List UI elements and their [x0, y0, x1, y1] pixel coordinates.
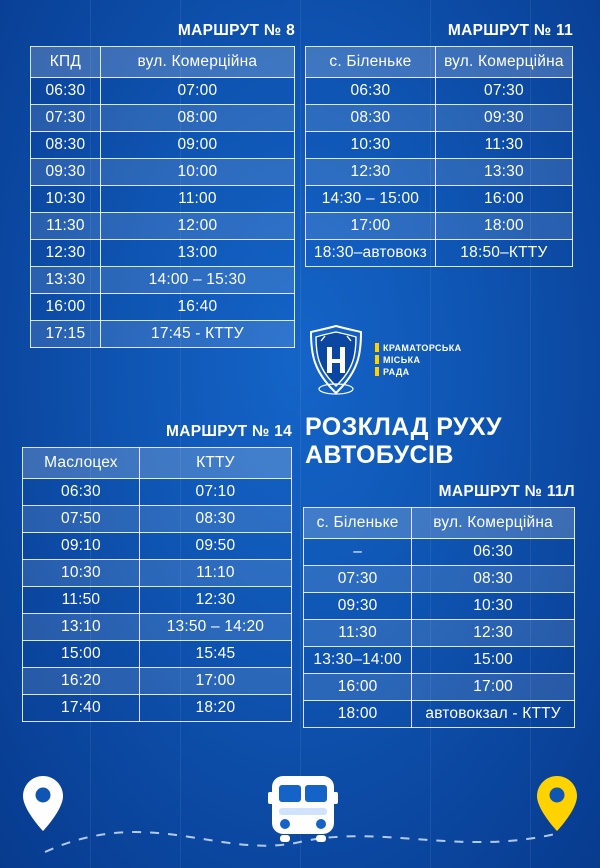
column-header: Маслоцех — [23, 448, 140, 479]
schedule-table-route-11 — [305, 46, 573, 267]
page-title — [305, 413, 577, 469]
page-title-line-1: РОЗКЛАД РУХУ — [305, 413, 502, 441]
time-cell: 18:30–автовокз — [306, 240, 436, 267]
time-cell: 16:20 — [23, 668, 140, 695]
time-cell: 15:45 — [139, 641, 291, 668]
bus-icon — [262, 772, 344, 850]
time-cell: 12:30 — [31, 240, 101, 267]
time-cell: 08:30 — [139, 506, 291, 533]
time-cell: 18:00 — [304, 701, 412, 728]
route-block-8 — [30, 22, 295, 348]
time-cell: 16:00 — [31, 294, 101, 321]
time-cell: 07:00 — [100, 78, 294, 105]
map-pin-icon-left — [20, 774, 66, 834]
time-cell: 08:30 — [306, 105, 436, 132]
table-row — [23, 560, 292, 587]
schedule-table-route-14 — [22, 447, 292, 722]
time-cell: 12:30 — [139, 587, 291, 614]
time-cell: 09:30 — [435, 105, 572, 132]
table-row — [304, 593, 575, 620]
time-cell: 10:30 — [23, 560, 140, 587]
time-cell: 17:45 - КТТУ — [100, 321, 294, 348]
table-row — [304, 620, 575, 647]
time-cell: 11:10 — [139, 560, 291, 587]
time-cell: 13:10 — [23, 614, 140, 641]
time-cell: 12:30 — [306, 159, 436, 186]
time-cell: 07:30 — [31, 105, 101, 132]
time-cell: 09:50 — [139, 533, 291, 560]
time-cell: 07:30 — [435, 78, 572, 105]
time-cell: 08:30 — [412, 566, 575, 593]
time-cell: 08:00 — [100, 105, 294, 132]
time-cell: 12:30 — [412, 620, 575, 647]
table-row — [31, 213, 295, 240]
coat-of-arms-icon — [305, 323, 367, 397]
time-cell: 13:30 — [31, 267, 101, 294]
time-cell: 10:00 — [100, 159, 294, 186]
emblem-caption — [375, 342, 462, 378]
table-row — [31, 105, 295, 132]
table-row — [304, 701, 575, 728]
column-header: вул. Комерційна — [412, 508, 575, 539]
table-row — [306, 132, 573, 159]
time-cell: 16:00 — [304, 674, 412, 701]
time-cell: 09:30 — [304, 593, 412, 620]
time-cell: 06:30 — [306, 78, 436, 105]
time-cell: автовокзал - КТТУ — [412, 701, 575, 728]
time-cell: 11:00 — [100, 186, 294, 213]
time-cell: 17:15 — [31, 321, 101, 348]
table-row — [23, 695, 292, 722]
time-cell: 10:30 — [412, 593, 575, 620]
table-row — [306, 213, 573, 240]
table-row — [31, 78, 295, 105]
table-row — [31, 186, 295, 213]
time-cell: 09:10 — [23, 533, 140, 560]
column-header: вул. Комерційна — [100, 47, 294, 78]
route-title: МАРШРУТ № 11 — [447, 22, 573, 39]
table-row — [31, 132, 295, 159]
column-header: КТТУ — [139, 448, 291, 479]
table-row — [304, 674, 575, 701]
table-row — [306, 105, 573, 132]
time-cell: 09:00 — [100, 132, 294, 159]
column-header: с. Біленьке — [304, 508, 412, 539]
table-row — [23, 668, 292, 695]
time-cell: 11:30 — [31, 213, 101, 240]
time-cell: 08:30 — [31, 132, 101, 159]
table-row — [23, 641, 292, 668]
table-row — [304, 539, 575, 566]
table-row — [306, 159, 573, 186]
table-row — [306, 78, 573, 105]
table-row — [23, 479, 292, 506]
time-cell: 06:30 — [412, 539, 575, 566]
time-cell: 18:00 — [435, 213, 572, 240]
table-row — [23, 533, 292, 560]
route-title: МАРШРУТ № 14 — [166, 423, 292, 440]
emblem-line-2: МІСЬКА — [383, 354, 421, 365]
table-row — [23, 587, 292, 614]
column-header: вул. Комерційна — [435, 47, 572, 78]
time-cell: 15:00 — [23, 641, 140, 668]
time-cell: 13:30 — [435, 159, 572, 186]
time-cell: 17:00 — [139, 668, 291, 695]
time-cell: 16:00 — [435, 186, 572, 213]
map-pin-icon-right — [534, 774, 580, 834]
time-cell: 07:50 — [23, 506, 140, 533]
time-cell: 11:30 — [435, 132, 572, 159]
time-cell: 16:40 — [100, 294, 294, 321]
time-cell: 13:50 – 14:20 — [139, 614, 291, 641]
schedule-table-route-11l — [303, 507, 575, 728]
table-row — [31, 159, 295, 186]
time-cell: 17:40 — [23, 695, 140, 722]
table-row — [306, 186, 573, 213]
time-cell: 10:30 — [306, 132, 436, 159]
bottom-illustration — [0, 770, 600, 868]
time-cell: 07:30 — [304, 566, 412, 593]
table-row — [306, 240, 573, 267]
table-row — [304, 647, 575, 674]
time-cell: 11:50 — [23, 587, 140, 614]
time-cell: 13:00 — [100, 240, 294, 267]
table-row — [31, 267, 295, 294]
time-cell: 09:30 — [31, 159, 101, 186]
table-row — [31, 321, 295, 348]
time-cell: 06:30 — [31, 78, 101, 105]
column-header: КПД — [31, 47, 101, 78]
route-block-11 — [305, 22, 573, 267]
time-cell: 17:00 — [306, 213, 436, 240]
time-cell: 13:30–14:00 — [304, 647, 412, 674]
page-title-line-2: АВТОБУСІВ — [305, 441, 454, 469]
time-cell: 18:50–КТТУ — [435, 240, 572, 267]
time-cell: 18:20 — [139, 695, 291, 722]
column-header: с. Біленьке — [306, 47, 436, 78]
table-row — [304, 566, 575, 593]
route-block-14 — [22, 423, 292, 722]
table-row — [31, 240, 295, 267]
table-row — [23, 506, 292, 533]
time-cell: 11:30 — [304, 620, 412, 647]
route-title: МАРШРУТ № 8 — [177, 22, 295, 39]
route-block-11l — [303, 483, 575, 728]
time-cell: 15:00 — [412, 647, 575, 674]
time-cell: 07:10 — [139, 479, 291, 506]
time-cell: 17:00 — [412, 674, 575, 701]
table-row — [23, 614, 292, 641]
time-cell: 14:30 – 15:00 — [306, 186, 436, 213]
route-title: МАРШРУТ № 11Л — [438, 483, 575, 500]
time-cell: 10:30 — [31, 186, 101, 213]
emblem-line-1: КРАМАТОРСЬКА — [383, 342, 462, 353]
emblem-line-3: РАДА — [383, 367, 410, 378]
city-council-emblem — [305, 323, 577, 397]
time-cell: 14:00 – 15:30 — [100, 267, 294, 294]
time-cell: – — [304, 539, 412, 566]
table-row — [31, 294, 295, 321]
time-cell: 06:30 — [23, 479, 140, 506]
schedule-table-route-8 — [30, 46, 295, 348]
time-cell: 12:00 — [100, 213, 294, 240]
